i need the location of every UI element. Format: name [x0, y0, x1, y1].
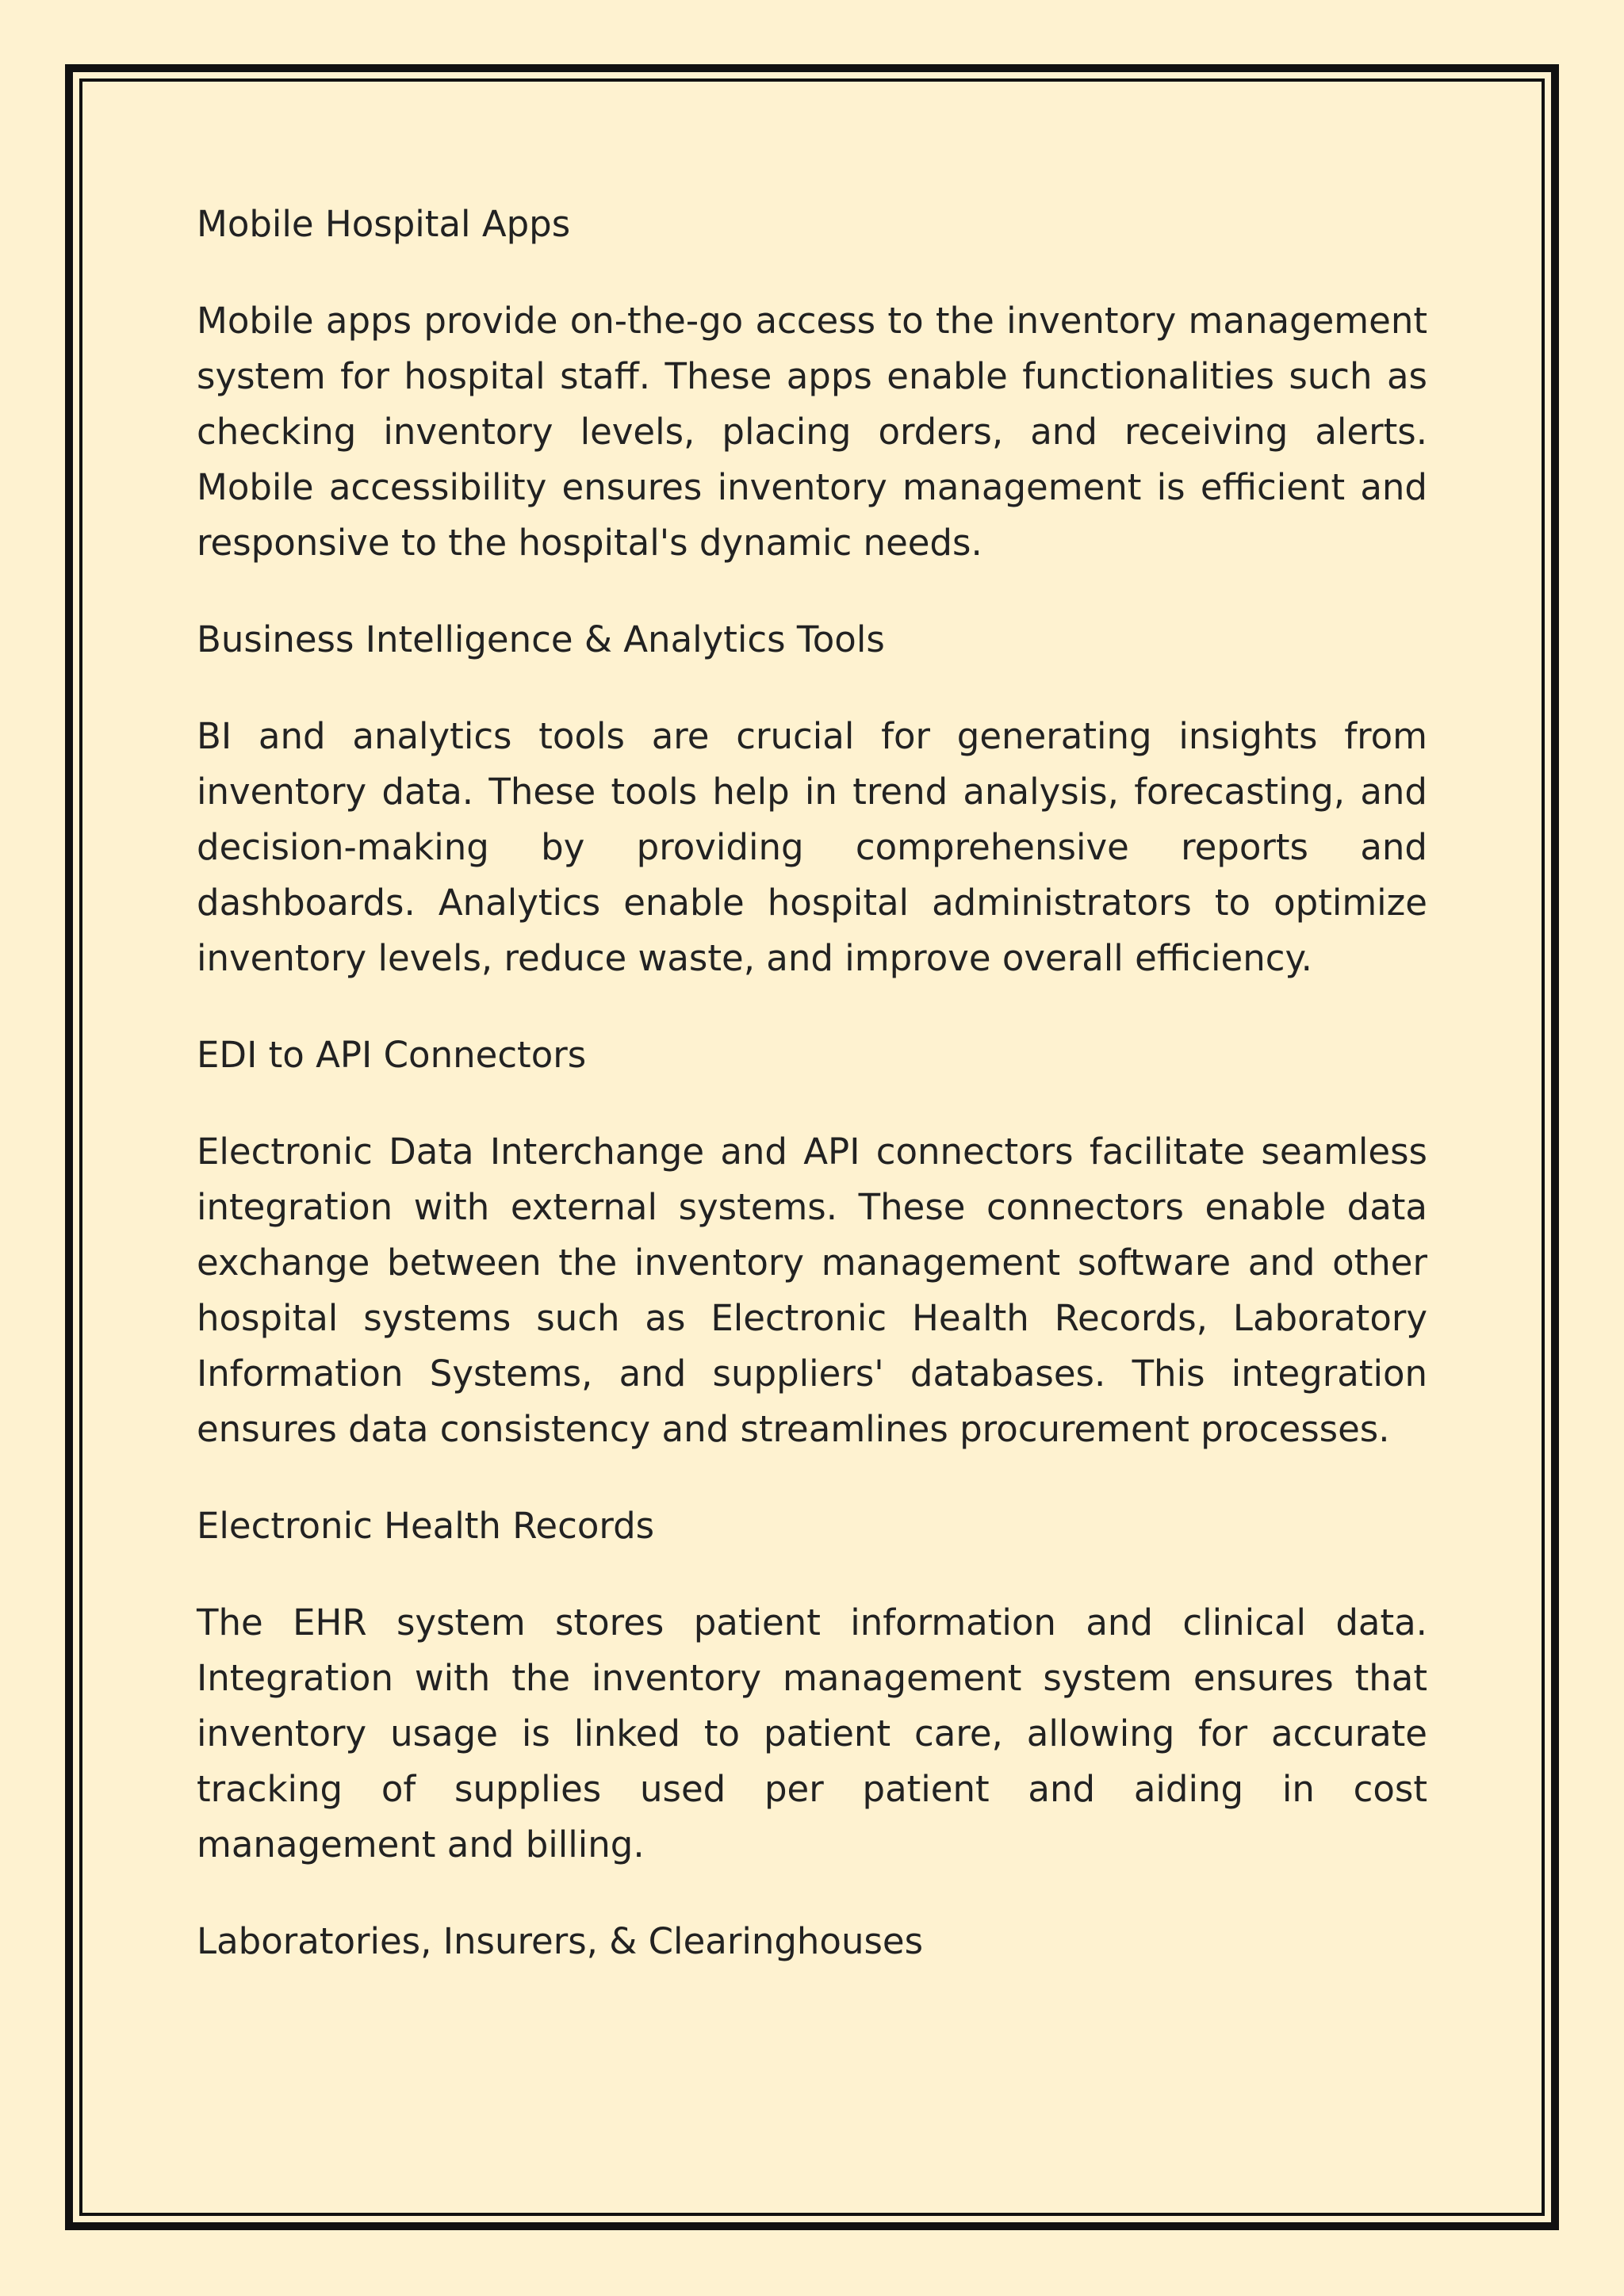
- section-heading-edi-api-connectors: EDI to API Connectors: [197, 1034, 587, 1076]
- section-heading-labs-insurers-clearinghouses: Laboratories, Insurers, & Clearinghouses: [197, 1920, 924, 1962]
- section-body-electronic-health-records: The EHR system stores patient information and clinical data. Integration with the inventory management system ensures that inventory usage is linked to patient care, allowing for accurate tracking of supplies used per patient and aiding in cost management and billing.: [197, 1601, 1427, 1866]
- section-body-bi-analytics-tools: BI and analytics tools are crucial for generating insights from inventory data. These tools help in trend analysis, forecasting, and decision-making by providing comprehensive reports and dashboards. Analytics enable hospital administrators to optimize inventory levels, reduce waste, and improve overall efficiency.: [197, 715, 1427, 979]
- section-body-mobile-hospital-apps: Mobile apps provide on-the-go access to the inventory management system for hospital staff. These apps enable functionalities such as checking inventory levels, placing orders, and receiving alerts. Mobile accessibility ensures inventory management is efficient and responsive to the hospital's dynamic needs.: [197, 300, 1427, 564]
- section-heading-bi-analytics-tools: Business Intelligence & Analytics Tools: [197, 618, 885, 660]
- section-body-edi-api-connectors: Electronic Data Interchange and API connectors facilitate seamless integration with external systems. These connectors enable data exchange between the inventory management software and other hospital systems such as Electronic Health Records, Laboratory Information Systems, and suppliers' databases. This integration ensures data consistency and streamlines procurement processes.: [197, 1131, 1427, 1450]
- section-heading-mobile-hospital-apps: Mobile Hospital Apps: [197, 203, 571, 245]
- section-heading-electronic-health-records: Electronic Health Records: [197, 1505, 655, 1547]
- document-content: [197, 197, 1427, 2011]
